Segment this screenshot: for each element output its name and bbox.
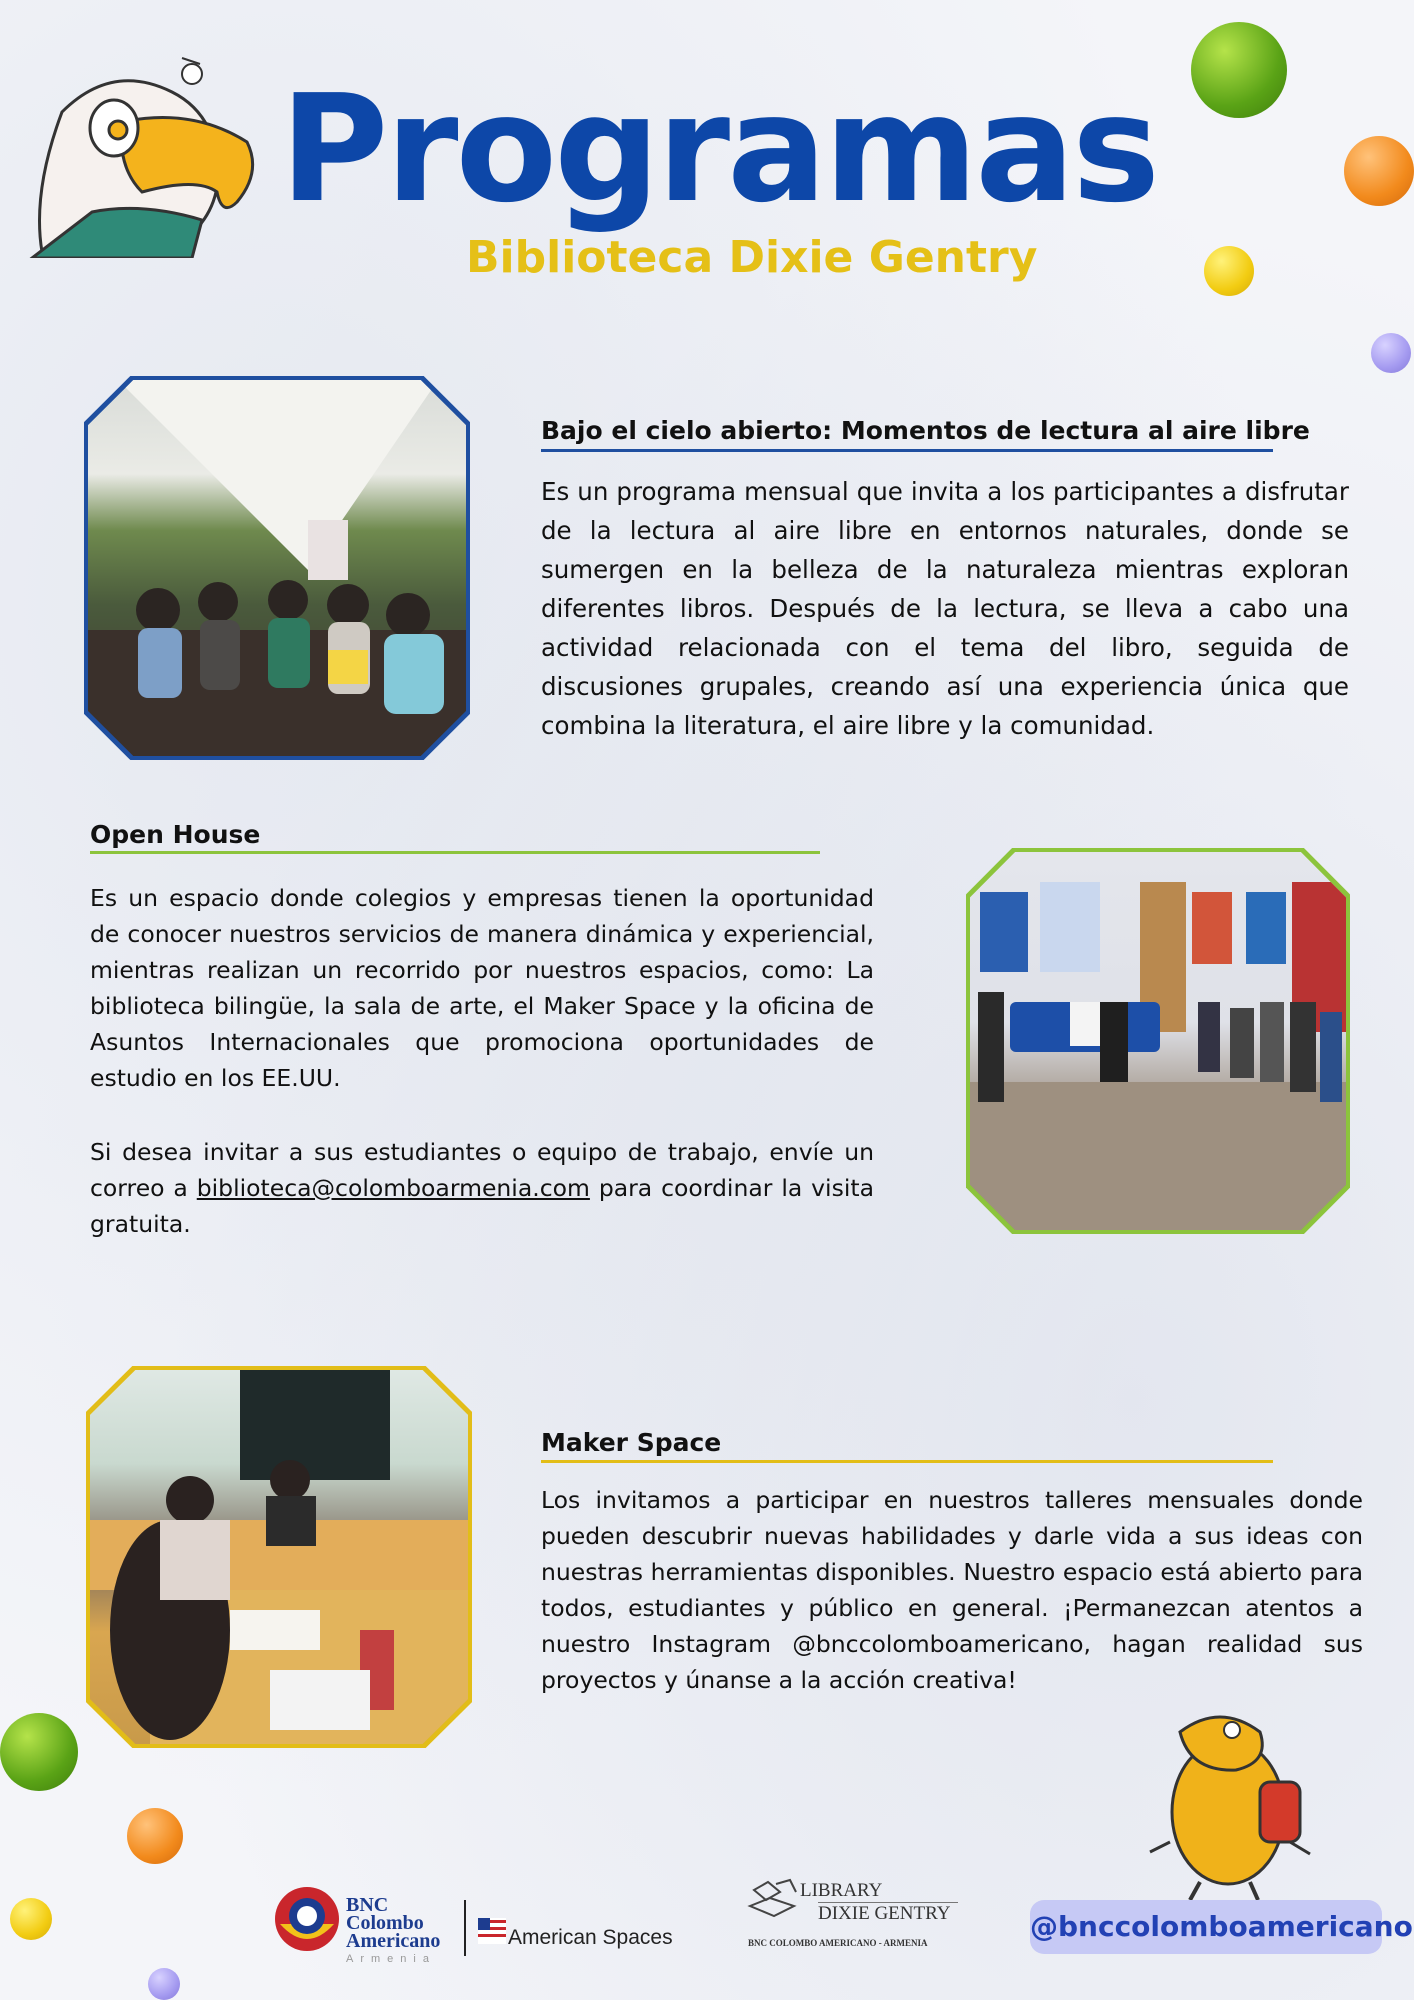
program-heading-maker-space: Maker Space — [541, 1428, 722, 1457]
american-spaces-label: American Spaces — [508, 1926, 673, 1949]
footer-divider — [464, 1900, 466, 1956]
email-link[interactable]: biblioteca@colomboarmenia.com — [196, 1174, 590, 1202]
open-house-invite — [90, 1134, 874, 1242]
page-title: Programas — [280, 63, 1158, 235]
program-heading-reading: Bajo el cielo abierto: Momentos de lectura al aire libre — [541, 416, 1310, 445]
invite-text: Si desea invitar a sus estudiantes o equipo de trabajo, envíe un correo a — [90, 1138, 874, 1202]
eagle-mascot-icon — [22, 52, 262, 258]
heading-underline — [90, 851, 820, 854]
decorative-ball — [10, 1898, 52, 1940]
library-line: LIBRARY — [800, 1880, 883, 1901]
capybara-mascot-icon — [1140, 1692, 1315, 1902]
bnc-wordmark — [346, 1896, 440, 1968]
decorative-ball — [1204, 246, 1254, 296]
decorative-ball — [127, 1808, 183, 1864]
program-body-maker-space: Los invitamos a participar en nuestros talleres mensuales donde pueden descubrir nuevas habilidades y darle vida a sus ideas con nuestras herramientas disponibles. Nuestro espacio está abierto para todos, estudiantes y público en general. ¡Permanezcan atentos a nuestro Instagram @bnccolomboamericano, hagan realidad sus proyectos y únanse a la acción creativa! — [541, 1486, 1363, 1694]
american-spaces-flag-icon — [478, 1918, 506, 1944]
heading-underline — [541, 449, 1273, 452]
bnc-line: BNC — [346, 1894, 389, 1916]
decorative-ball — [1191, 22, 1287, 118]
bnc-line: Colombo — [346, 1912, 424, 1934]
open-house-photo — [966, 848, 1350, 1234]
decorative-ball — [148, 1968, 180, 2000]
heading-underline — [541, 1460, 1273, 1463]
library-line: BNC COLOMBO AMERICANO - ARMENIA — [748, 1938, 928, 1948]
bnc-logo-icon — [272, 1884, 342, 1954]
decorative-ball — [0, 1713, 78, 1791]
reading-outdoors-photo — [84, 376, 470, 760]
instagram-handle-badge[interactable]: @bnccolomboamericano — [1030, 1900, 1382, 1954]
invite-text: para coordinar la visita gratuita. — [90, 1174, 874, 1238]
program-body-reading: Es un programa mensual que invita a los participantes a disfrutar de la lectura al aire libre en entornos naturales, donde se sumergen en la belleza de la naturaleza mientras exploran diferentes libros. Después de la lectura, se lleva a cabo una actividad relacionada con el tema del libro, seguida de discusiones grupales, creando así una experiencia única que combina la literatura, el aire libre y la comunidad. — [541, 477, 1349, 740]
bnc-city: Armenia — [346, 1953, 436, 1965]
maker-space-photo — [86, 1366, 472, 1748]
program-body-open-house: Es un espacio donde colegios y empresas tienen la oportunidad de conocer nuestros servicios de manera dinámica y experiencial, mientras realizan un recorrido por nuestros espacios, como: La biblioteca bilingüe, la sala de arte, el Maker Space y la oficina de Asuntos Internacionales que promociona oportunidades de estudio en los EE.UU. — [90, 884, 874, 1092]
program-heading-open-house: Open House — [90, 820, 261, 849]
decorative-ball — [1344, 136, 1414, 206]
library-line: DIXIE GENTRY — [818, 1902, 958, 1925]
bnc-line: Americano — [346, 1930, 441, 1952]
library-wordmark — [748, 1880, 958, 1949]
page-subtitle: Biblioteca Dixie Gentry — [466, 232, 1038, 283]
decorative-ball — [1371, 333, 1411, 373]
